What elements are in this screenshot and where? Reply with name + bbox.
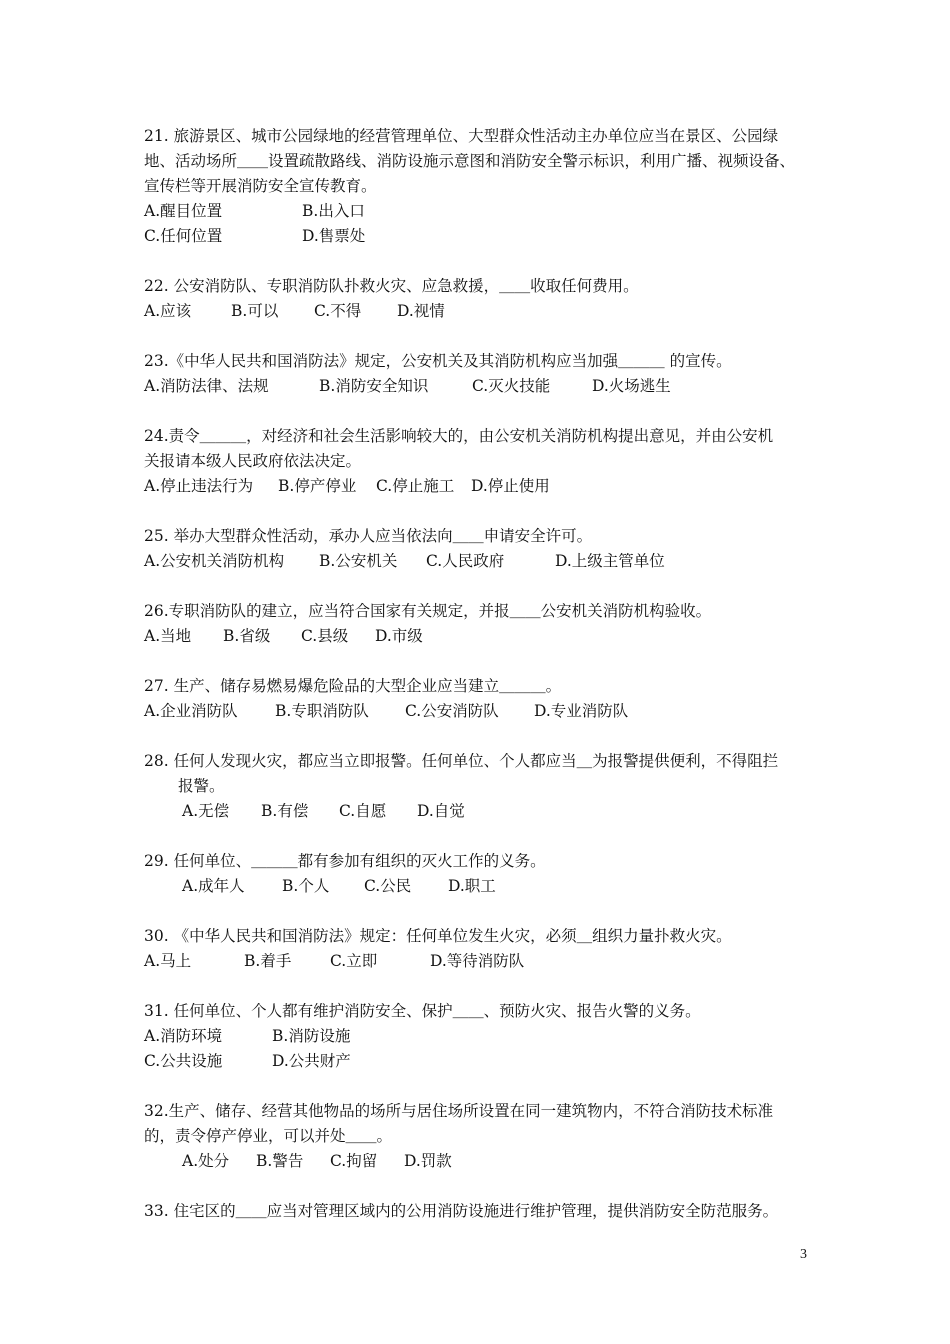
option-b: B.可以	[231, 302, 279, 320]
stem-line: 33. 住宅区的＿＿应当对管理区域内的公用消防设施进行维护管理，提供消防安全防范服务。	[144, 1202, 779, 1220]
question-stem	[144, 674, 834, 699]
option-row	[144, 549, 834, 574]
option-a: A.马上	[144, 952, 192, 970]
stem-line: 报警。	[178, 777, 225, 795]
option-a: A.公安机关消防机构	[144, 552, 285, 570]
option-c: C.灭火技能	[472, 377, 551, 395]
option-a: A.消防环境	[144, 1027, 223, 1045]
question-stem	[144, 349, 834, 374]
option-b: B.出入口	[302, 202, 365, 220]
option-d: D.上级主管单位	[555, 552, 665, 570]
option-b: B.着手	[244, 952, 292, 970]
stem-line: 26.专职消防队的建立，应当符合国家有关规定，并报＿＿公安机关消防机构验收。	[144, 602, 712, 620]
option-c: C.人民政府	[426, 552, 505, 570]
option-d: D.等待消防队	[430, 952, 525, 970]
option-row	[144, 799, 834, 824]
option-row	[144, 699, 834, 724]
option-a: A.消防法律、法规	[144, 377, 269, 395]
question-stem	[144, 124, 834, 199]
stem-line: 27. 生产、储存易燃易爆危险品的大型企业应当建立＿＿＿。	[144, 677, 562, 695]
option-row	[144, 1049, 834, 1074]
option-c: C.县级	[301, 627, 349, 645]
option-c: C.公共设施	[144, 1052, 223, 1070]
option-d: D.市级	[375, 627, 423, 645]
option-b: B.消防安全知识	[319, 377, 429, 395]
option-b: B.公安机关	[319, 552, 398, 570]
option-row	[144, 374, 834, 399]
option-row	[144, 949, 834, 974]
option-a: A.处分	[182, 1152, 230, 1170]
option-a: A.成年人	[182, 877, 245, 895]
stem-line: 21. 旅游景区、城市公园绿地的经营管理单位、大型群众性活动主办单位应当在景区、公园绿	[144, 127, 779, 145]
option-b: B.有偿	[261, 802, 309, 820]
option-d: D.视情	[397, 302, 445, 320]
option-d: D.公共财产	[272, 1052, 351, 1070]
option-a: A.当地	[144, 627, 192, 645]
option-d: D.罚款	[404, 1152, 452, 1170]
option-c: C.立即	[330, 952, 378, 970]
option-row	[144, 199, 834, 224]
option-row	[144, 474, 834, 499]
stem-line: 关报请本级人民政府依法决定。	[144, 452, 362, 470]
option-b: B.停产停业	[278, 477, 357, 495]
question-stem	[144, 524, 834, 549]
option-c: C.拘留	[330, 1152, 378, 1170]
question-25	[144, 524, 834, 574]
question-stem	[144, 999, 834, 1024]
question-list	[144, 124, 834, 1224]
option-a: A.企业消防队	[144, 702, 238, 720]
option-a: A.醒目位置	[144, 202, 223, 220]
option-row	[144, 874, 834, 899]
stem-line: 地、活动场所＿＿设置疏散路线、消防设施示意图和消防安全警示标识，利用广播、视频设备、	[144, 152, 796, 170]
stem-line: 23.《中华人民共和国消防法》规定，公安机关及其消防机构应当加强＿＿＿ 的宣传。	[144, 352, 732, 370]
option-row	[144, 1149, 834, 1174]
option-a: A.应该	[144, 302, 192, 320]
stem-line: 的，责令停产停业，可以并处＿＿。	[144, 1127, 393, 1145]
option-a: A.停止违法行为	[144, 477, 254, 495]
stem-line: 30. 《中华人民共和国消防法》规定：任何单位发生火灾，必须＿组织力量扑救火灾。	[144, 927, 732, 945]
option-b: B.专职消防队	[275, 702, 369, 720]
question-24	[144, 424, 834, 499]
stem-line: 31. 任何单位、个人都有维护消防安全、保护＿＿、预防火灾、报告火警的义务。	[144, 1002, 701, 1020]
option-d: D.自觉	[417, 802, 465, 820]
stem-line: 宣传栏等开展消防安全宣传教育。	[144, 177, 377, 195]
option-d: D.火场逃生	[592, 377, 671, 395]
question-26	[144, 599, 834, 649]
stem-line: 32.生产、储存、经营其他物品的场所与居住场所设置在同一建筑物内，不符合消防技术标准	[144, 1102, 774, 1120]
option-c: C.公安消防队	[405, 702, 499, 720]
option-c: C.停止施工	[376, 477, 455, 495]
option-c: C.公民	[364, 877, 412, 895]
option-row	[144, 1024, 834, 1049]
option-d: D.专业消防队	[534, 702, 629, 720]
option-d: D.停止使用	[471, 477, 550, 495]
question-stem	[144, 1199, 834, 1224]
stem-line: 24.责令＿＿＿，对经济和社会生活影响较大的，由公安机关消防机构提出意见，并由公安机	[144, 427, 774, 445]
question-32	[144, 1099, 834, 1174]
option-c: C.自愿	[339, 802, 387, 820]
option-b: B.省级	[223, 627, 271, 645]
option-c: C.不得	[314, 302, 362, 320]
option-b: B.消防设施	[272, 1027, 351, 1045]
question-stem	[144, 1099, 834, 1149]
option-b: B.警告	[256, 1152, 304, 1170]
question-stem	[144, 849, 834, 874]
stem-line: 25. 举办大型群众性活动，承办人应当依法向＿＿申请安全许可。	[144, 527, 593, 545]
stem-line: 29. 任何单位、＿＿＿都有参加有组织的灭火工作的义务。	[144, 852, 546, 870]
option-row	[144, 299, 834, 324]
question-stem	[144, 599, 834, 624]
question-23	[144, 349, 834, 399]
question-28	[144, 749, 834, 824]
option-row	[144, 624, 834, 649]
question-stem	[144, 424, 834, 474]
question-30	[144, 924, 834, 974]
question-33	[144, 1199, 834, 1224]
question-stem	[144, 274, 834, 299]
page-number: 3	[800, 1247, 807, 1262]
question-22	[144, 274, 834, 324]
question-29	[144, 849, 834, 899]
option-d: D.职工	[448, 877, 496, 895]
option-d: D.售票处	[302, 227, 366, 245]
stem-line: 22. 公安消防队、专职消防队扑救火灾、应急救援，＿＿收取任何费用。	[144, 277, 639, 295]
question-27	[144, 674, 834, 724]
question-31	[144, 999, 834, 1074]
option-a: A.无偿	[182, 802, 230, 820]
question-stem	[144, 924, 834, 949]
option-row	[144, 224, 834, 249]
question-stem	[144, 749, 834, 799]
question-21	[144, 124, 834, 249]
option-c: C.任何位置	[144, 227, 223, 245]
option-b: B.个人	[282, 877, 330, 895]
stem-line: 28. 任何人发现火灾，都应当立即报警。任何单位、个人都应当＿为报警提供便利，不得阻拦	[144, 752, 779, 770]
